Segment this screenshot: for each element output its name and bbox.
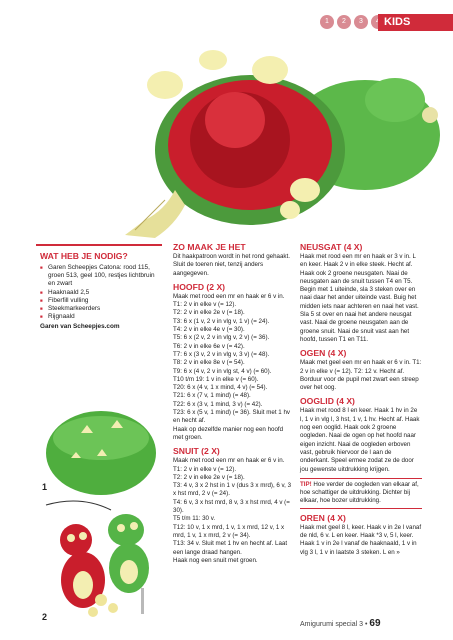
snuit-line: T4: 6 v, 3 x hst mrd, 8 v, 3 x hst mrd, 4 v (= 30). — [173, 498, 290, 515]
materials-item: ■ Haaknaald 2,5 — [40, 289, 162, 297]
section-title-neusgat: NEUSGAT (4 X) — [300, 242, 363, 252]
snuit-line: T2: 2 v in elke 2e v (= 18). — [173, 473, 245, 481]
materials-item: ■ Steekmarkeerders — [40, 305, 162, 313]
hoofd-line: T4: 2 v in elke 4e v (= 30). — [173, 326, 245, 334]
photo-label-1: 1 — [42, 482, 48, 492]
hoofd-line: T6: 2 v in elke 6e v (= 42). — [173, 342, 245, 350]
section-title-hoofd: HOOFD (2 X) — [173, 281, 226, 292]
hoofd-line: T22: 6 x (3 v, 1 mind, 3 v) (= 42). — [173, 400, 263, 408]
tip-text: Hoe verder de oogleden van elkaar af, hoe schattiger de uitdrukking. Dichter bij elkaar, hoe bozer uitdrukking. — [300, 480, 419, 505]
snuit-line: Maak met rood een mr en haak er 6 v in. — [173, 457, 285, 465]
hoofd-line: T20: 6 x (4 v, 1 x mind, 4 v) (= 54). — [173, 384, 268, 392]
hoofd-line: T1: 2 v in elke v (= 12). — [173, 301, 237, 309]
section-title-oren: OREN (4 X) — [300, 512, 346, 523]
hoofd-line: T2: 2 v in elke 2e v (= 18). — [173, 309, 245, 317]
oren-text: Haak met geel 8 l, keer. Haak v in 2e l vanaf de nld, 6 v. L en keer. Haak *3 v, 5 l, keer. Haak 1 v in 2e l vanaf de haaknaald, 1 v in vlg 3 l, 1 v in laatste 3 steken. L en » — [300, 523, 422, 556]
neusgat-text: Haak met rood een mr en haak er 3 v in. L en keer. Haak 2 v in elke steek. Hecht af. Haak ook 2 groene neusgaten. Naai de neusgaten aan de snuit tussen T4 en T5. Begin met 1 uiteinde, sla 3 steken over en naai daar het ander uiteinde vast. Buig het midden iets naar achteren en naai het vast. Sla 5 st over en naai het andere neusgat vast. Naai de groene neusgaten aan de groene snuit. Naai de snuit vast aan het hoofd, tussen T1 en T11. — [300, 253, 419, 343]
snuit-line: T5 t/m 11: 30 v. — [173, 515, 216, 523]
materials-item: ■ Rijgnaald — [40, 313, 162, 321]
section-badge: KIDS — [378, 14, 453, 31]
header-page-dots — [320, 15, 385, 29]
tip-box — [300, 478, 422, 509]
section-title-ogen: OGEN (4 X) — [300, 348, 347, 359]
hoofd-line: T7: 6 x (3 v, 2 v in vlg v, 3 v) (= 48). — [173, 350, 270, 358]
hoofd-line: Maak met rood een mr en haak er 6 v in. — [173, 292, 285, 300]
hoofd-line: T10 t/m 19: 1 v in elke v (= 60). — [173, 375, 259, 383]
hoofd-line: T5: 6 x (2 v, 2 v in vlg v, 2 v) (= 36). — [173, 334, 270, 342]
header-dot: 3 — [354, 15, 368, 29]
hoofd-line: T21: 6 x (7 v, 1 mind) (= 48). — [173, 392, 251, 400]
page-number: 69 — [369, 618, 381, 629]
ooglid-text: Haak met rood 8 l en keer. Haak 1 hv in 2e l, 1 v in vlg l, 3 hst, 1 v, 1 hv. Hecht af. Haak nog een ooglid. Haak ook 2 groene oogleden. Naai de ogen op het hoofd naar eigen inzicht. Naai de oogleden erboven vast, gebruik hiervoor de l aan de onderkant. Speel ermee zodat ze de door jou gewenste uitdrukking krijgen. — [300, 407, 420, 473]
photo-green-ball — [41, 398, 161, 498]
header-dot: 2 — [337, 15, 351, 29]
pattern-column-right — [300, 242, 422, 561]
hoofd-line: Haak op dezelfde manier nog een hoofd met groen. — [173, 425, 284, 441]
intro-text: Dit haakpatroon wordt in het rond gehaakt. Sluit de toeren niet, tenzij anders aangegeven. — [173, 253, 290, 277]
hoofd-line: T9: 6 x (4 v, 2 v in vlg st, 4 v) (= 60). — [173, 367, 272, 375]
hoofd-line: T3: 6 x (1 v, 2 v in vlg v, 1 v) (= 24). — [173, 317, 270, 325]
hoofd-line: T23: 6 x (5 v, 1 mind) (= 36). Sluit met 1 hv en hecht af. — [173, 409, 290, 425]
snuit-line: T13: 34 v. Sluit met 1 hv en hecht af. Laat een lange draad hangen. — [173, 540, 288, 556]
header-dot: 1 — [320, 15, 334, 29]
materials-item: ■ Fiberfill vulling — [40, 297, 162, 305]
tip-label: TIP! — [300, 480, 312, 488]
section-title-ooglid: OOGLID (4 X) — [300, 396, 355, 407]
photo-label-2: 2 — [42, 612, 48, 622]
hoofd-line: T8: 2 v in elke 8e v (= 54). — [173, 359, 245, 367]
snuit-line: T1: 2 v in elke v (= 12). — [173, 465, 237, 473]
photo-dragons — [41, 500, 161, 620]
snuit-line: T3: 4 v, 3 x 2 hst in 1 v (dus 3 x mrd), 6 v, 3 x hst mrd, 2 v (= 24). — [173, 482, 292, 498]
section-title-snuit: SNUIT (2 X) — [173, 446, 220, 457]
footer-text: Amigurumi special 3 — [300, 621, 364, 628]
materials-box — [36, 244, 162, 396]
pattern-column-middle — [173, 242, 292, 569]
materials-title: WAT HEB JE NODIG? — [40, 251, 128, 261]
footer-bullet: • — [364, 621, 368, 628]
yarn-credit: Garen van Scheepjes.com — [40, 323, 120, 331]
section-title-intro: ZO MAAK JE HET — [173, 242, 246, 252]
main-photo-dragon-ball — [95, 40, 453, 240]
materials-item: ■ Garen Scheepjes Catona: rood 115, groen 513, geel 100, restjes lichtbruin en zwart — [40, 264, 162, 289]
snuit-line: T12: 10 v, 1 x mrd, 1 v, 1 x mrd, 12 v, 1 x mrd, 1 v, 1 x mrd, 2 v (= 34). — [173, 523, 285, 539]
materials-list — [36, 264, 162, 321]
page-footer — [300, 618, 450, 629]
ogen-text: Maak met geel een mr en haak er 6 v in. T1: 2 v in elke v (= 12). T2: 12 v. Hecht af. Borduur voor de pupil met zwart een streep over het oog. — [300, 359, 422, 392]
snuit-line: Haak nog een snuit met groen. — [173, 556, 258, 564]
